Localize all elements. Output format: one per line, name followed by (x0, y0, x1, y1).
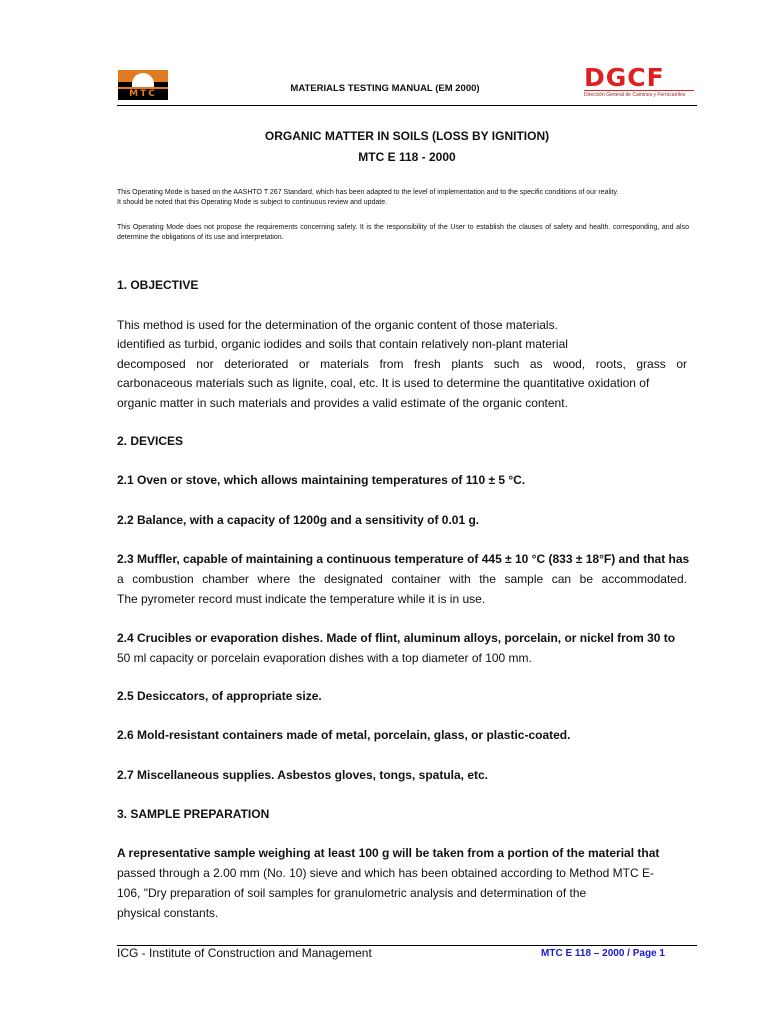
document-code: MTC E 118 - 2000 (358, 150, 456, 164)
device-containers: 2.6 Mold-resistant containers made of metal, porcelain, glass, or plastic-coated. (117, 728, 571, 742)
dgcf-logo-subtitle: Dirección General de Caminos y Ferrocarriles (584, 90, 694, 99)
footer-page-number: MTC E 118 – 2000 / Page 1 (541, 948, 665, 959)
footer-institute: ICG - Institute of Construction and Management (117, 946, 372, 960)
objective-line-4: carbonaceous materials such as lignite, coal, etc. It is used to determine the quantitative oxidation of (117, 376, 650, 390)
device-oven: 2.1 Oven or stove, which allows maintaining temperatures of 110 ± 5 °C. (117, 473, 526, 487)
header-divider (117, 105, 697, 106)
objective-line-3: decomposed nor deteriorated or materials from fresh plants such as wood, roots, grass or (117, 357, 687, 371)
mtc-logo-text: MTC (129, 89, 157, 99)
sample-prep-line-2: passed through a 2.00 mm (No. 10) sieve and which has been obtained according to Method MTC E- (117, 866, 654, 880)
device-muffler-line-2: a combustion chamber where the designated container with the sample can be accommodated. (117, 572, 687, 586)
dgcf-logo-text: DGCF (584, 63, 665, 92)
sample-prep-line-1: A representative sample weighing at least 100 g will be taken from a portion of the material that (117, 846, 660, 860)
device-balance: 2.2 Balance, with a capacity of 1200g and a sensitivity of 0.01 g. (117, 513, 480, 527)
document-title: ORGANIC MATTER IN SOILS (LOSS BY IGNITION) (264, 129, 550, 143)
section-devices-heading: 2. DEVICES (117, 434, 184, 448)
section-objective-heading: 1. OBJECTIVE (117, 278, 199, 292)
mtc-logo (118, 70, 168, 100)
sample-prep-line-4: physical constants. (117, 906, 219, 920)
device-muffler: 2.3 Muffler, capable of maintaining a continuous temperature of 445 ± 10 °C (833 ± 18°F) and that has (117, 552, 690, 566)
objective-line-5: organic matter in such materials and provides a valid estimate of the organic content. (117, 396, 568, 410)
device-muffler-line-3: The pyrometer record must indicate the temperature while it is in use. (117, 592, 486, 606)
note-line-2: It should be noted that this Operating Mode is subject to continuous review and update. (117, 199, 388, 206)
device-desiccators: 2.5 Desiccators, of appropriate size. (117, 689, 322, 703)
note-line-1: This Operating Mode is based on the AASHTO T 267 Standard, which has been adapted to the level of implementation and to the specific conditions of our reality. (117, 189, 619, 196)
device-crucibles-line-2: 50 ml capacity or porcelain evaporation dishes with a top diameter of 100 mm. (117, 651, 532, 665)
device-supplies: 2.7 Miscellaneous supplies. Asbestos gloves, tongs, spatula, etc. (117, 768, 489, 782)
manual-title: MATERIALS TESTING MANUAL (EM 2000) (290, 83, 480, 94)
objective-line-2: identified as turbid, organic iodides and soils that contain relatively non-plant material (117, 337, 568, 351)
sample-prep-line-3: 106, "Dry preparation of soil samples for granulometric analysis and determination of the (117, 886, 587, 900)
section-sample-preparation-heading: 3. SAMPLE PREPARATION (117, 807, 270, 821)
dgcf-logo (584, 63, 694, 99)
safety-note: This Operating Mode does not propose the requirements concerning safety. It is the responsibility of the User to establish the clauses of safety and health. corresponding, and also determine the obligations of its use and interpretation. (117, 224, 689, 241)
objective-line-1: This method is used for the determination of the organic content of those materials. (117, 318, 558, 332)
device-crucibles: 2.4 Crucibles or evaporation dishes. Made of flint, aluminum alloys, porcelain, or nickel from 30 to (117, 631, 676, 645)
